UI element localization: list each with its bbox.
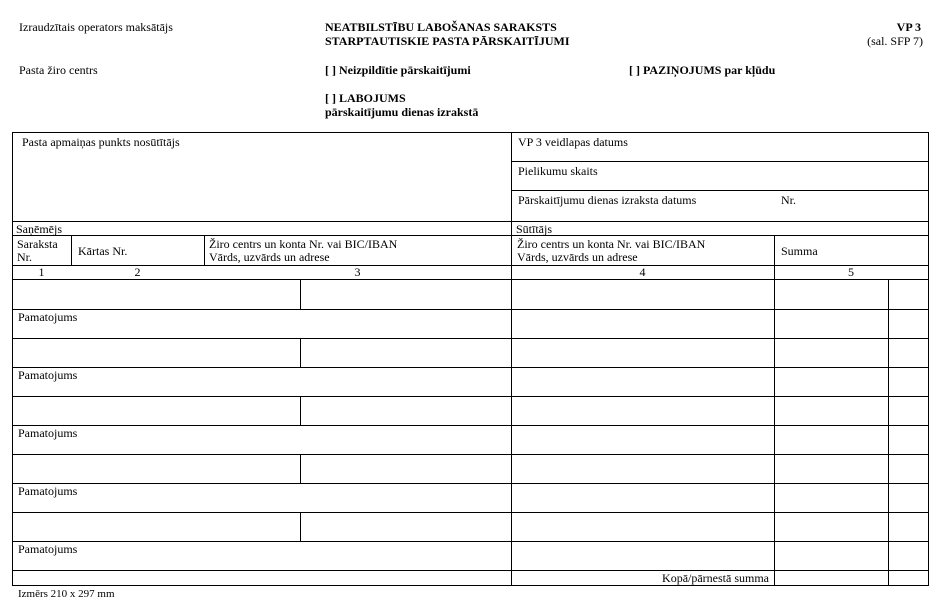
document-subtitle: STARPTAUTISKIE PASTA PĀRSKAITĪJUMI [325,34,570,48]
sender-name-header: Vārds, uzvārds un adrese [517,250,638,264]
statement-date-label: Pārskaitījumu dienas izraksta datums [518,193,697,207]
justification-label: Pamatojums [18,484,78,498]
operator-label: Izraudzītais operators maksātājs [19,20,173,34]
column-number: 1 [38,265,45,279]
justification-label: Pamatojums [18,310,78,324]
giro-centre-label: Pasta žiro centrs [19,63,98,77]
checkbox-error-notice[interactable]: [ ] PAZIŅOJUMS par kļūdu [629,63,776,77]
recipient-account-header: Žiro centrs un konta Nr. vai BIC/IBAN [209,237,398,251]
document-title: NEATBILSTĪBU LABOŠANAS SARAKSTS [325,20,557,34]
sender-post-label: Pasta apmaiņas punkts nosūtītājs [22,135,180,149]
list-nr-header: Saraksta [17,237,58,251]
attachments-label: Pielikumu skaits [518,164,598,178]
form-date-label: VP 3 veidlapas datums [518,135,628,149]
recipient-name-header: Vārds, uzvārds un adrese [209,250,330,264]
sender-section-label: Sūtītājs [516,222,553,236]
column-number: 3 [354,265,361,279]
justification-label: Pamatojums [18,426,78,440]
column-number: 2 [134,265,141,279]
justification-label: Pamatojums [18,368,78,382]
recipient-section-label: Saņēmējs [16,222,62,236]
column-number: 4 [639,265,646,279]
justification-label: Pamatojums [18,542,78,556]
checkbox-unpaid[interactable]: [ ] Neizpildītie pārskaitījumi [325,63,471,77]
form-code: VP 3 [896,20,921,34]
seq-nr-header: Kārtas Nr. [78,244,128,258]
list-nr-header-2: Nr. [17,250,32,264]
sender-account-header: Žiro centrs un konta Nr. vai BIC/IBAN [517,237,706,251]
statement-nr-label: Nr. [781,193,796,207]
size-note: Izmērs 210 x 297 mm [18,588,115,600]
amount-header: Summa [781,244,818,258]
checkbox-correction-sub: pārskaitījumu dienas izrakstā [325,105,479,119]
column-number: 5 [848,265,854,279]
total-label: Kopā/pārnestā summa [662,571,769,585]
checkbox-correction[interactable]: [ ] LABOJUMS [325,91,406,105]
form-reference: (sal. SFP 7) [867,34,923,48]
